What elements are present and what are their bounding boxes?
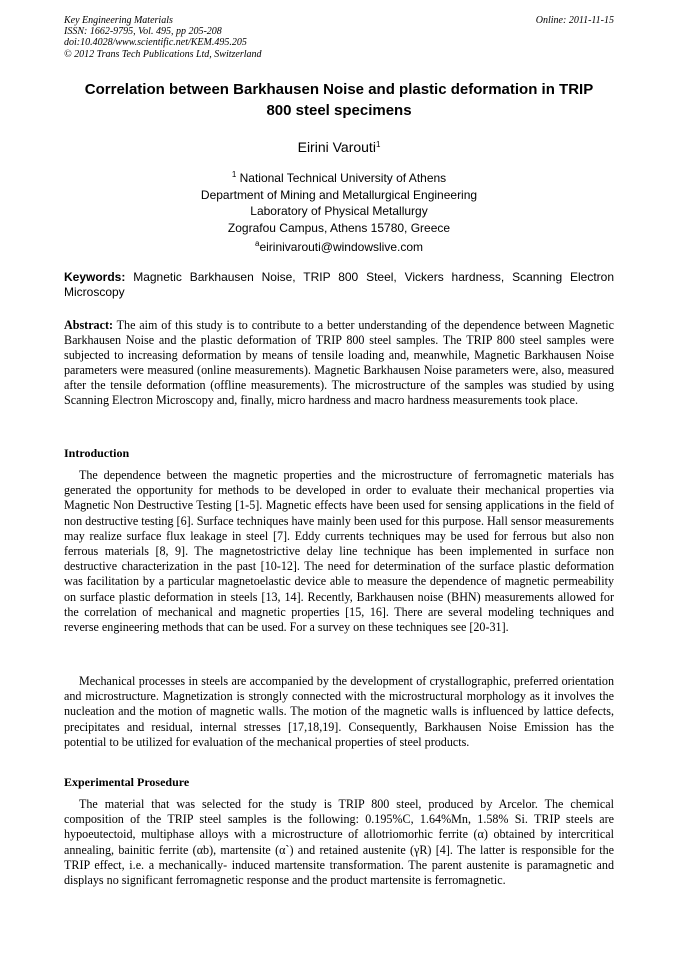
abstract-label: Abstract: [64,318,114,332]
abstract-block [64,318,614,409]
experimental-heading: Experimental Prosedure [64,775,190,789]
affiliation-block [64,167,614,256]
issn-line: ISSN: 1662-9795, Vol. 495, pp 205-208 [64,26,222,38]
online-date: Online: 2011-11-15 [535,15,614,26]
email-link[interactable]: eirinivarouti@windowslive.com [259,240,424,254]
affiliation-university [64,167,614,187]
keywords-block [64,270,614,300]
paper-title [64,79,614,121]
abstract-text: The aim of this study is to contribute to a better understanding of the dependence between Magnetic Barkhausen Noise and the plastic deformation of TRIP 800 steel samples. The TRIP 800 steel samples were subjected to increasing deformation by means of tensile loading and, meanwhile, Magnetic Barkhausen Noise parameters were measured (online measurements). Magnetic Barkhausen Noise parameters were, also, measured after the tensile deformation (offline measurements). The microstructure of the samples was studied by using Scanning Electron Microscopy and, finally, micro hardness and macro hardness measurements took place. [64,318,614,408]
experimental-paragraph-1: The material that was selected for the study is TRIP 800 steel, produced by Arcelor. The chemical composition of the TRIP steel samples is the following: 0.195%C, 1.64%Mn, 1.58% Si. TRIP steels are hypoeutectoid, multiphase alloys with a microstructure of allotriomorhic ferrite (α) obtained by intercritical annealing, bainitic ferrite (αb), martensite (α`) and retained austenite (γR) [4]. The latter is responsible for the TRIP effect, i.e. a mechanically- induced martensite transformation. The parent austenite is paramagnetic and displays no significant ferromagnetic response and the product martensite is ferromagnetic. [64,797,614,888]
university-name: National Technical University of Athens [236,171,447,185]
affiliation-address: Zografou Campus, Athens 15780, Greece [227,220,451,235]
introduction-paragraph-2: Mechanical processes in steels are accompanied by the development of crystallographic, preferred orientation and microstructure. Magnetization is strongly connected with the microstructural morphology as it involves the nucleation and the motion of magnetic walls. The motion of the magnetic walls is influenced by lattice defects, precipitates and residual, internal stresses [17,18,19]. Consequently, Barkhausen Noise Emission has the potential to be utilized for evaluation of the mechanical properties of steel products. [64,674,614,749]
keywords-label: Keywords: [64,270,126,284]
title-line-1: Correlation between Barkhausen Noise and plastic deformation in TRIP [84,81,594,98]
author-name: Eirini Varouti [297,139,376,155]
journal-name: Key Engineering Materials [64,15,173,26]
affiliation-email [64,236,614,256]
introduction-paragraph-1: The dependence between the magnetic properties and the microstructure of ferromagnetic materials has generated the opportunity for methods to be developed in order to evaluate their mechanical properties via Magnetic Non Destructive Testing [1-5]. Magnetic effects have been used for sensing applications in the field of non destructive testing [6]. Surface techniques have mainly been used for this purpose. Hall sensor measurements may realize surface flux leakage in steel [7]. Eddy currents techniques may be used for ferrous but also non ferrous materials [8, 9]. The magnetostrictive delay line technique has been implemented in surface non destructive characterization in the past [10-12]. The need for determination of the surface plastic deformation was facilitation by a particular magnetoelastic device able to measure the dependence of magnetic permeability on surface plastic deformation in steels [13, 14]. Recently, Barkhausen noise (BHN) measurements allowed for the correlation of mechanical and magnetic properties [15, 16]. There are several modeling techniques and reverse engineering methods that can be used. For a survey on these techniques see [20-31]. [64,468,614,635]
keywords-text: Magnetic Barkhausen Noise, TRIP 800 Steel, Vickers hardness, Scanning Electron Microscopy [64,270,614,299]
affiliation-laboratory: Laboratory of Physical Metallurgy [250,204,428,218]
copyright-line: © 2012 Trans Tech Publications Ltd, Switzerland [64,48,262,60]
author-line [64,136,614,156]
doi-line: doi:10.4028/www.scientific.net/KEM.495.205 [64,37,247,49]
email-mark: a [254,239,260,248]
introduction-heading: Introduction [64,446,130,460]
title-line-2: 800 steel specimens [266,102,412,119]
journal-header [64,15,614,60]
author-mark: 1 [375,140,381,149]
affiliation-department: Department of Mining and Metallurgical Engineering [200,187,478,202]
affiliation-mark: 1 [231,170,237,179]
